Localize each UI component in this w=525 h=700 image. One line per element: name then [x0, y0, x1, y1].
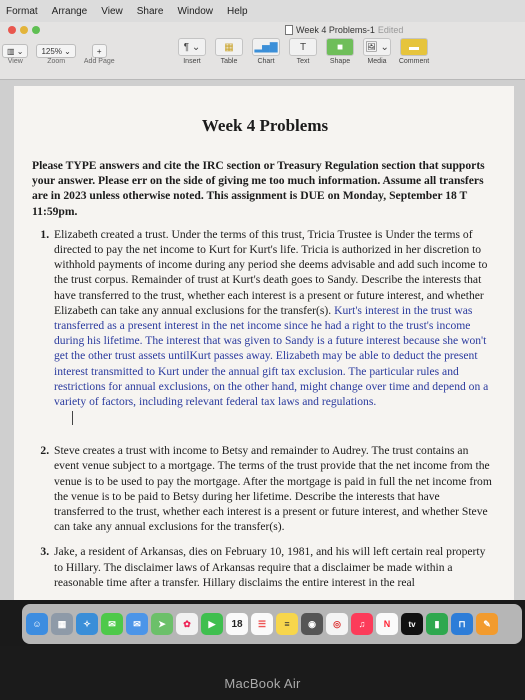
chart-button[interactable]: [250, 38, 282, 65]
problem-2-text: Steve creates a trust with income to Betsy and remainder to Audrey. The trust contains an event venue subject to a mortgage. The terms of the trust provide that the net income from the venue is to be used to pay the mortgage. After the mortgage is paid in full the net income from the venue is to be paid to Betsy during her lifetime. Describe the interests that have transferred to the trust, whether each interest is a present or future interest, and whether Steve can take any annual exclusions for the transfer(s).: [54, 444, 492, 534]
comment-label: Comment: [398, 58, 430, 65]
reminders-icon[interactable]: ☰: [251, 613, 273, 635]
media-label: Media: [367, 58, 387, 65]
table-label: Table: [220, 58, 238, 65]
shape-label: Shape: [329, 58, 351, 65]
menu-bar: [0, 0, 525, 22]
news-icon[interactable]: N: [376, 613, 398, 635]
document-page[interactable]: [14, 86, 514, 600]
media-icon: 🖼 ⌄: [363, 38, 391, 56]
text-icon: T: [289, 38, 317, 56]
insert-label: Insert: [183, 58, 201, 65]
chart-icon: ▂▅▇: [252, 38, 280, 56]
problem-item-3[interactable]: [52, 544, 492, 590]
comment-button[interactable]: [398, 38, 430, 65]
menu-share[interactable]: Share: [136, 5, 164, 17]
menu-format[interactable]: Format: [6, 5, 38, 17]
menu-arrange[interactable]: Arrange: [51, 5, 88, 17]
close-window-button[interactable]: [8, 26, 16, 34]
menu-window[interactable]: Window: [177, 5, 214, 17]
instructions-paragraph: Please TYPE answers and cite the IRC section or Treasury Regulation section that supports your answer. Please err on the side of giving me too much information. Assume all transfers are in 2023 unless otherwise noted. This assignment is DUE on Monday, September 18 T 11:59pm.: [32, 159, 485, 218]
edited-status: Edited: [377, 25, 404, 35]
window-controls: [8, 26, 40, 34]
shape-icon: ■: [326, 38, 354, 56]
device-brand: MacBook Air: [224, 676, 301, 691]
problem-1-answer[interactable]: Kurt's interest in the trust was transferred as a present interest in the net income since he had a right to the trust's income during his lifetime. The interest that was given to Sandy is a future interest because she won't get the other trust assets untilKurt passes away. Elizabeth may be able to deduct the present interest transmitted to Kurt under the annual gift tax exclusion. The particular rules and restrictions for annual exclusions, on the other hand, might change over time and depend on a variety of factors, including relevant federal tax laws and regulations.: [54, 303, 489, 409]
comment-icon: ▬: [400, 38, 428, 56]
mail-icon[interactable]: ✉: [126, 613, 148, 635]
facetime-icon[interactable]: ▶: [201, 613, 223, 635]
calendar-day: 18: [231, 618, 243, 630]
zoom-label: Zoom: [47, 58, 66, 65]
add-page-button[interactable]: [84, 44, 115, 65]
pages-icon[interactable]: ✎: [476, 613, 498, 635]
menu-help[interactable]: Help: [227, 5, 248, 17]
view-control[interactable]: [2, 44, 28, 65]
music-icon[interactable]: ♫: [351, 613, 373, 635]
dock: [22, 604, 522, 644]
chart-label: Chart: [257, 58, 275, 65]
sidebar-icon: ▥ ⌄: [2, 44, 28, 58]
messages-icon[interactable]: ✉: [101, 613, 123, 635]
shape-button[interactable]: [324, 38, 356, 65]
menu-view[interactable]: View: [101, 5, 123, 17]
launchpad-icon[interactable]: ▦: [51, 613, 73, 635]
chrome-icon[interactable]: ◎: [326, 613, 348, 635]
safari-icon[interactable]: ✧: [76, 613, 98, 635]
text-label: Text: [296, 58, 310, 65]
minimize-window-button[interactable]: [20, 26, 28, 34]
laptop-bezel: [0, 646, 525, 700]
media-button[interactable]: [361, 38, 393, 65]
zoom-value: 125%: [41, 46, 62, 56]
calendar-icon[interactable]: [226, 613, 248, 635]
zoom-control[interactable]: [36, 44, 75, 65]
add-page-label: Add Page: [83, 58, 115, 65]
problem-item-2[interactable]: [52, 443, 492, 534]
pro-app-icon[interactable]: ◉: [301, 613, 323, 635]
text-cursor: [72, 411, 73, 425]
text-button[interactable]: [287, 38, 319, 65]
notes-icon[interactable]: ≡: [276, 613, 298, 635]
problem-list: [32, 227, 492, 590]
maps-icon[interactable]: ➤: [151, 613, 173, 635]
insert-button[interactable]: [176, 38, 208, 65]
toolbar: [0, 22, 525, 80]
tv-app-icon[interactable]: [401, 613, 423, 635]
keynote-icon[interactable]: ⊓: [451, 613, 473, 635]
table-icon: ▦: [215, 38, 243, 56]
photos-icon[interactable]: ✿: [176, 613, 198, 635]
problem-item-1[interactable]: [52, 227, 492, 433]
problem-1-text: Elizabeth created a trust. Under the terms of this trust, Tricia Trustee is Under the terms of directed to pay the net income to Kurt for Kurt's life. Tricia is authorized in her discretion to withhold payments of income during any period she deems advisable and add such income to the trust corpus. Remainder of trust at Kurt's death goes to Sandy. Describe the interests that have transferred to the trust, whether each interest is a present or future interest, and whether Elizabeth can take any annual exclusions for the transfer(s).: [54, 227, 488, 317]
paragraph-icon: ¶ ⌄: [178, 38, 206, 56]
zoom-select[interactable]: 125% ⌄: [36, 44, 75, 58]
numbers-icon[interactable]: ▮: [426, 613, 448, 635]
table-button[interactable]: [213, 38, 245, 65]
document-body[interactable]: [32, 116, 492, 600]
empty-line[interactable]: [54, 409, 492, 433]
view-label: View: [7, 58, 23, 65]
document-canvas[interactable]: [0, 80, 525, 600]
finder-icon[interactable]: ☺: [26, 613, 48, 635]
zoom-window-button[interactable]: [32, 26, 40, 34]
document-icon: [285, 25, 293, 35]
plus-icon: +: [92, 44, 107, 58]
document-name: Week 4 Problems-1: [296, 25, 375, 35]
window-title: [285, 25, 403, 35]
tv-label: tv: [408, 619, 416, 629]
document-title: Week 4 Problems: [201, 116, 329, 135]
problem-3-text: Jake, a resident of Arkansas, dies on February 10, 1981, and his will left certain real property to Hillary. The disclaimer laws of Arkansas require that a disclaimer be made within a reasonable time after a transfer. Hillary disclaims the entire interest in the real: [54, 545, 486, 589]
